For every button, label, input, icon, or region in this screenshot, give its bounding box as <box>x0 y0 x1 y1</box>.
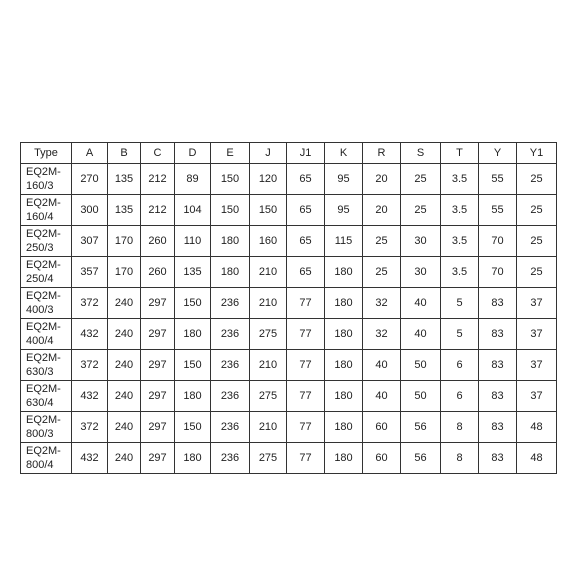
value-cell: 297 <box>141 319 175 350</box>
value-cell: 77 <box>287 381 325 412</box>
value-cell: 357 <box>72 257 108 288</box>
value-cell: 212 <box>141 164 175 195</box>
type-line: 400/3 <box>26 304 54 316</box>
value-cell: 120 <box>250 164 287 195</box>
value-cell: 83 <box>479 350 517 381</box>
type-line: 800/3 <box>26 428 54 440</box>
value-cell: 260 <box>141 226 175 257</box>
type-line: EQ2M- <box>26 290 61 302</box>
value-cell: 65 <box>287 195 325 226</box>
value-cell: 40 <box>401 319 441 350</box>
value-cell: 180 <box>325 319 363 350</box>
header-row <box>21 143 557 164</box>
value-cell: 25 <box>517 257 557 288</box>
value-cell: 65 <box>287 164 325 195</box>
value-cell: 210 <box>250 257 287 288</box>
value-cell: 37 <box>517 381 557 412</box>
value-cell: 40 <box>363 381 401 412</box>
dimension-table <box>20 142 557 474</box>
value-cell: 135 <box>108 164 141 195</box>
type-line: EQ2M- <box>26 166 61 178</box>
value-cell: 236 <box>211 381 250 412</box>
column-header-r: R <box>363 143 401 164</box>
table-header <box>21 143 557 164</box>
table-row <box>21 319 557 350</box>
value-cell: 55 <box>479 195 517 226</box>
value-cell: 150 <box>211 195 250 226</box>
table-row <box>21 195 557 226</box>
value-cell: 56 <box>401 412 441 443</box>
value-cell: 275 <box>250 443 287 474</box>
value-cell: 372 <box>72 288 108 319</box>
value-cell: 240 <box>108 350 141 381</box>
value-cell: 150 <box>250 195 287 226</box>
value-cell: 150 <box>175 288 211 319</box>
type-line: 250/4 <box>26 273 54 285</box>
value-cell: 6 <box>441 381 479 412</box>
table-row <box>21 288 557 319</box>
type-cell <box>21 350 72 381</box>
value-cell: 170 <box>108 226 141 257</box>
value-cell: 180 <box>325 412 363 443</box>
value-cell: 25 <box>401 195 441 226</box>
value-cell: 240 <box>108 381 141 412</box>
value-cell: 270 <box>72 164 108 195</box>
table-row <box>21 257 557 288</box>
value-cell: 65 <box>287 257 325 288</box>
value-cell: 95 <box>325 195 363 226</box>
value-cell: 180 <box>175 319 211 350</box>
value-cell: 240 <box>108 443 141 474</box>
value-cell: 70 <box>479 226 517 257</box>
value-cell: 135 <box>108 195 141 226</box>
value-cell: 275 <box>250 319 287 350</box>
type-line: EQ2M- <box>26 228 61 240</box>
value-cell: 432 <box>72 319 108 350</box>
type-cell <box>21 288 72 319</box>
value-cell: 77 <box>287 319 325 350</box>
value-cell: 160 <box>250 226 287 257</box>
type-line: EQ2M- <box>26 321 61 333</box>
value-cell: 110 <box>175 226 211 257</box>
column-header-e: E <box>211 143 250 164</box>
value-cell: 210 <box>250 412 287 443</box>
type-line: EQ2M- <box>26 383 61 395</box>
value-cell: 6 <box>441 350 479 381</box>
value-cell: 3.5 <box>441 195 479 226</box>
table-row <box>21 350 557 381</box>
value-cell: 25 <box>517 195 557 226</box>
value-cell: 60 <box>363 412 401 443</box>
type-line: EQ2M- <box>26 259 61 271</box>
value-cell: 77 <box>287 288 325 319</box>
type-line: 250/3 <box>26 242 54 254</box>
value-cell: 180 <box>325 288 363 319</box>
value-cell: 40 <box>363 350 401 381</box>
value-cell: 37 <box>517 288 557 319</box>
column-header-s: S <box>401 143 441 164</box>
type-line: 160/3 <box>26 180 54 192</box>
value-cell: 50 <box>401 350 441 381</box>
value-cell: 236 <box>211 350 250 381</box>
value-cell: 297 <box>141 288 175 319</box>
value-cell: 65 <box>287 226 325 257</box>
value-cell: 297 <box>141 443 175 474</box>
value-cell: 297 <box>141 381 175 412</box>
type-line: EQ2M- <box>26 414 61 426</box>
column-header-type: Type <box>21 143 72 164</box>
column-header-a: A <box>72 143 108 164</box>
value-cell: 240 <box>108 288 141 319</box>
value-cell: 25 <box>363 226 401 257</box>
value-cell: 210 <box>250 288 287 319</box>
column-header-d: D <box>175 143 211 164</box>
column-header-b: B <box>108 143 141 164</box>
value-cell: 3.5 <box>441 257 479 288</box>
value-cell: 30 <box>401 257 441 288</box>
value-cell: 180 <box>211 257 250 288</box>
value-cell: 180 <box>325 381 363 412</box>
value-cell: 432 <box>72 443 108 474</box>
value-cell: 25 <box>401 164 441 195</box>
value-cell: 83 <box>479 412 517 443</box>
value-cell: 150 <box>175 412 211 443</box>
value-cell: 180 <box>325 257 363 288</box>
value-cell: 240 <box>108 319 141 350</box>
value-cell: 180 <box>175 381 211 412</box>
type-cell <box>21 257 72 288</box>
value-cell: 3.5 <box>441 164 479 195</box>
type-cell <box>21 381 72 412</box>
value-cell: 212 <box>141 195 175 226</box>
value-cell: 89 <box>175 164 211 195</box>
type-line: EQ2M- <box>26 197 61 209</box>
value-cell: 135 <box>175 257 211 288</box>
value-cell: 48 <box>517 412 557 443</box>
type-line: 630/3 <box>26 366 54 378</box>
value-cell: 240 <box>108 412 141 443</box>
value-cell: 150 <box>211 164 250 195</box>
value-cell: 83 <box>479 443 517 474</box>
value-cell: 32 <box>363 288 401 319</box>
column-header-k: K <box>325 143 363 164</box>
type-line: 800/4 <box>26 459 54 471</box>
column-header-j1: J1 <box>287 143 325 164</box>
type-cell <box>21 195 72 226</box>
value-cell: 70 <box>479 257 517 288</box>
value-cell: 307 <box>72 226 108 257</box>
value-cell: 210 <box>250 350 287 381</box>
value-cell: 8 <box>441 443 479 474</box>
value-cell: 372 <box>72 350 108 381</box>
type-line: 630/4 <box>26 397 54 409</box>
column-header-c: C <box>141 143 175 164</box>
type-cell <box>21 226 72 257</box>
column-header-y1: Y1 <box>517 143 557 164</box>
table-row <box>21 443 557 474</box>
value-cell: 83 <box>479 381 517 412</box>
value-cell: 115 <box>325 226 363 257</box>
value-cell: 83 <box>479 288 517 319</box>
value-cell: 236 <box>211 319 250 350</box>
value-cell: 48 <box>517 443 557 474</box>
value-cell: 77 <box>287 350 325 381</box>
value-cell: 5 <box>441 288 479 319</box>
value-cell: 40 <box>401 288 441 319</box>
value-cell: 8 <box>441 412 479 443</box>
value-cell: 297 <box>141 350 175 381</box>
value-cell: 180 <box>325 443 363 474</box>
table-row <box>21 381 557 412</box>
value-cell: 150 <box>175 350 211 381</box>
value-cell: 432 <box>72 381 108 412</box>
value-cell: 83 <box>479 319 517 350</box>
type-line: EQ2M- <box>26 352 61 364</box>
value-cell: 300 <box>72 195 108 226</box>
value-cell: 77 <box>287 443 325 474</box>
value-cell: 37 <box>517 350 557 381</box>
value-cell: 30 <box>401 226 441 257</box>
type-line: 160/4 <box>26 211 54 223</box>
value-cell: 56 <box>401 443 441 474</box>
value-cell: 32 <box>363 319 401 350</box>
value-cell: 297 <box>141 412 175 443</box>
value-cell: 260 <box>141 257 175 288</box>
value-cell: 3.5 <box>441 226 479 257</box>
table-row <box>21 164 557 195</box>
value-cell: 236 <box>211 412 250 443</box>
value-cell: 236 <box>211 288 250 319</box>
value-cell: 25 <box>517 164 557 195</box>
value-cell: 275 <box>250 381 287 412</box>
value-cell: 20 <box>363 195 401 226</box>
value-cell: 104 <box>175 195 211 226</box>
value-cell: 5 <box>441 319 479 350</box>
value-cell: 60 <box>363 443 401 474</box>
column-header-y: Y <box>479 143 517 164</box>
table-body <box>21 164 557 474</box>
value-cell: 55 <box>479 164 517 195</box>
table-row <box>21 226 557 257</box>
value-cell: 25 <box>517 226 557 257</box>
value-cell: 180 <box>325 350 363 381</box>
value-cell: 37 <box>517 319 557 350</box>
value-cell: 372 <box>72 412 108 443</box>
type-cell <box>21 443 72 474</box>
value-cell: 77 <box>287 412 325 443</box>
table-row <box>21 412 557 443</box>
value-cell: 180 <box>175 443 211 474</box>
value-cell: 20 <box>363 164 401 195</box>
type-cell <box>21 319 72 350</box>
value-cell: 170 <box>108 257 141 288</box>
type-cell <box>21 164 72 195</box>
type-cell <box>21 412 72 443</box>
value-cell: 50 <box>401 381 441 412</box>
value-cell: 236 <box>211 443 250 474</box>
value-cell: 25 <box>363 257 401 288</box>
type-line: 400/4 <box>26 335 54 347</box>
column-header-t: T <box>441 143 479 164</box>
type-line: EQ2M- <box>26 445 61 457</box>
value-cell: 95 <box>325 164 363 195</box>
column-header-j: J <box>250 143 287 164</box>
value-cell: 180 <box>211 226 250 257</box>
